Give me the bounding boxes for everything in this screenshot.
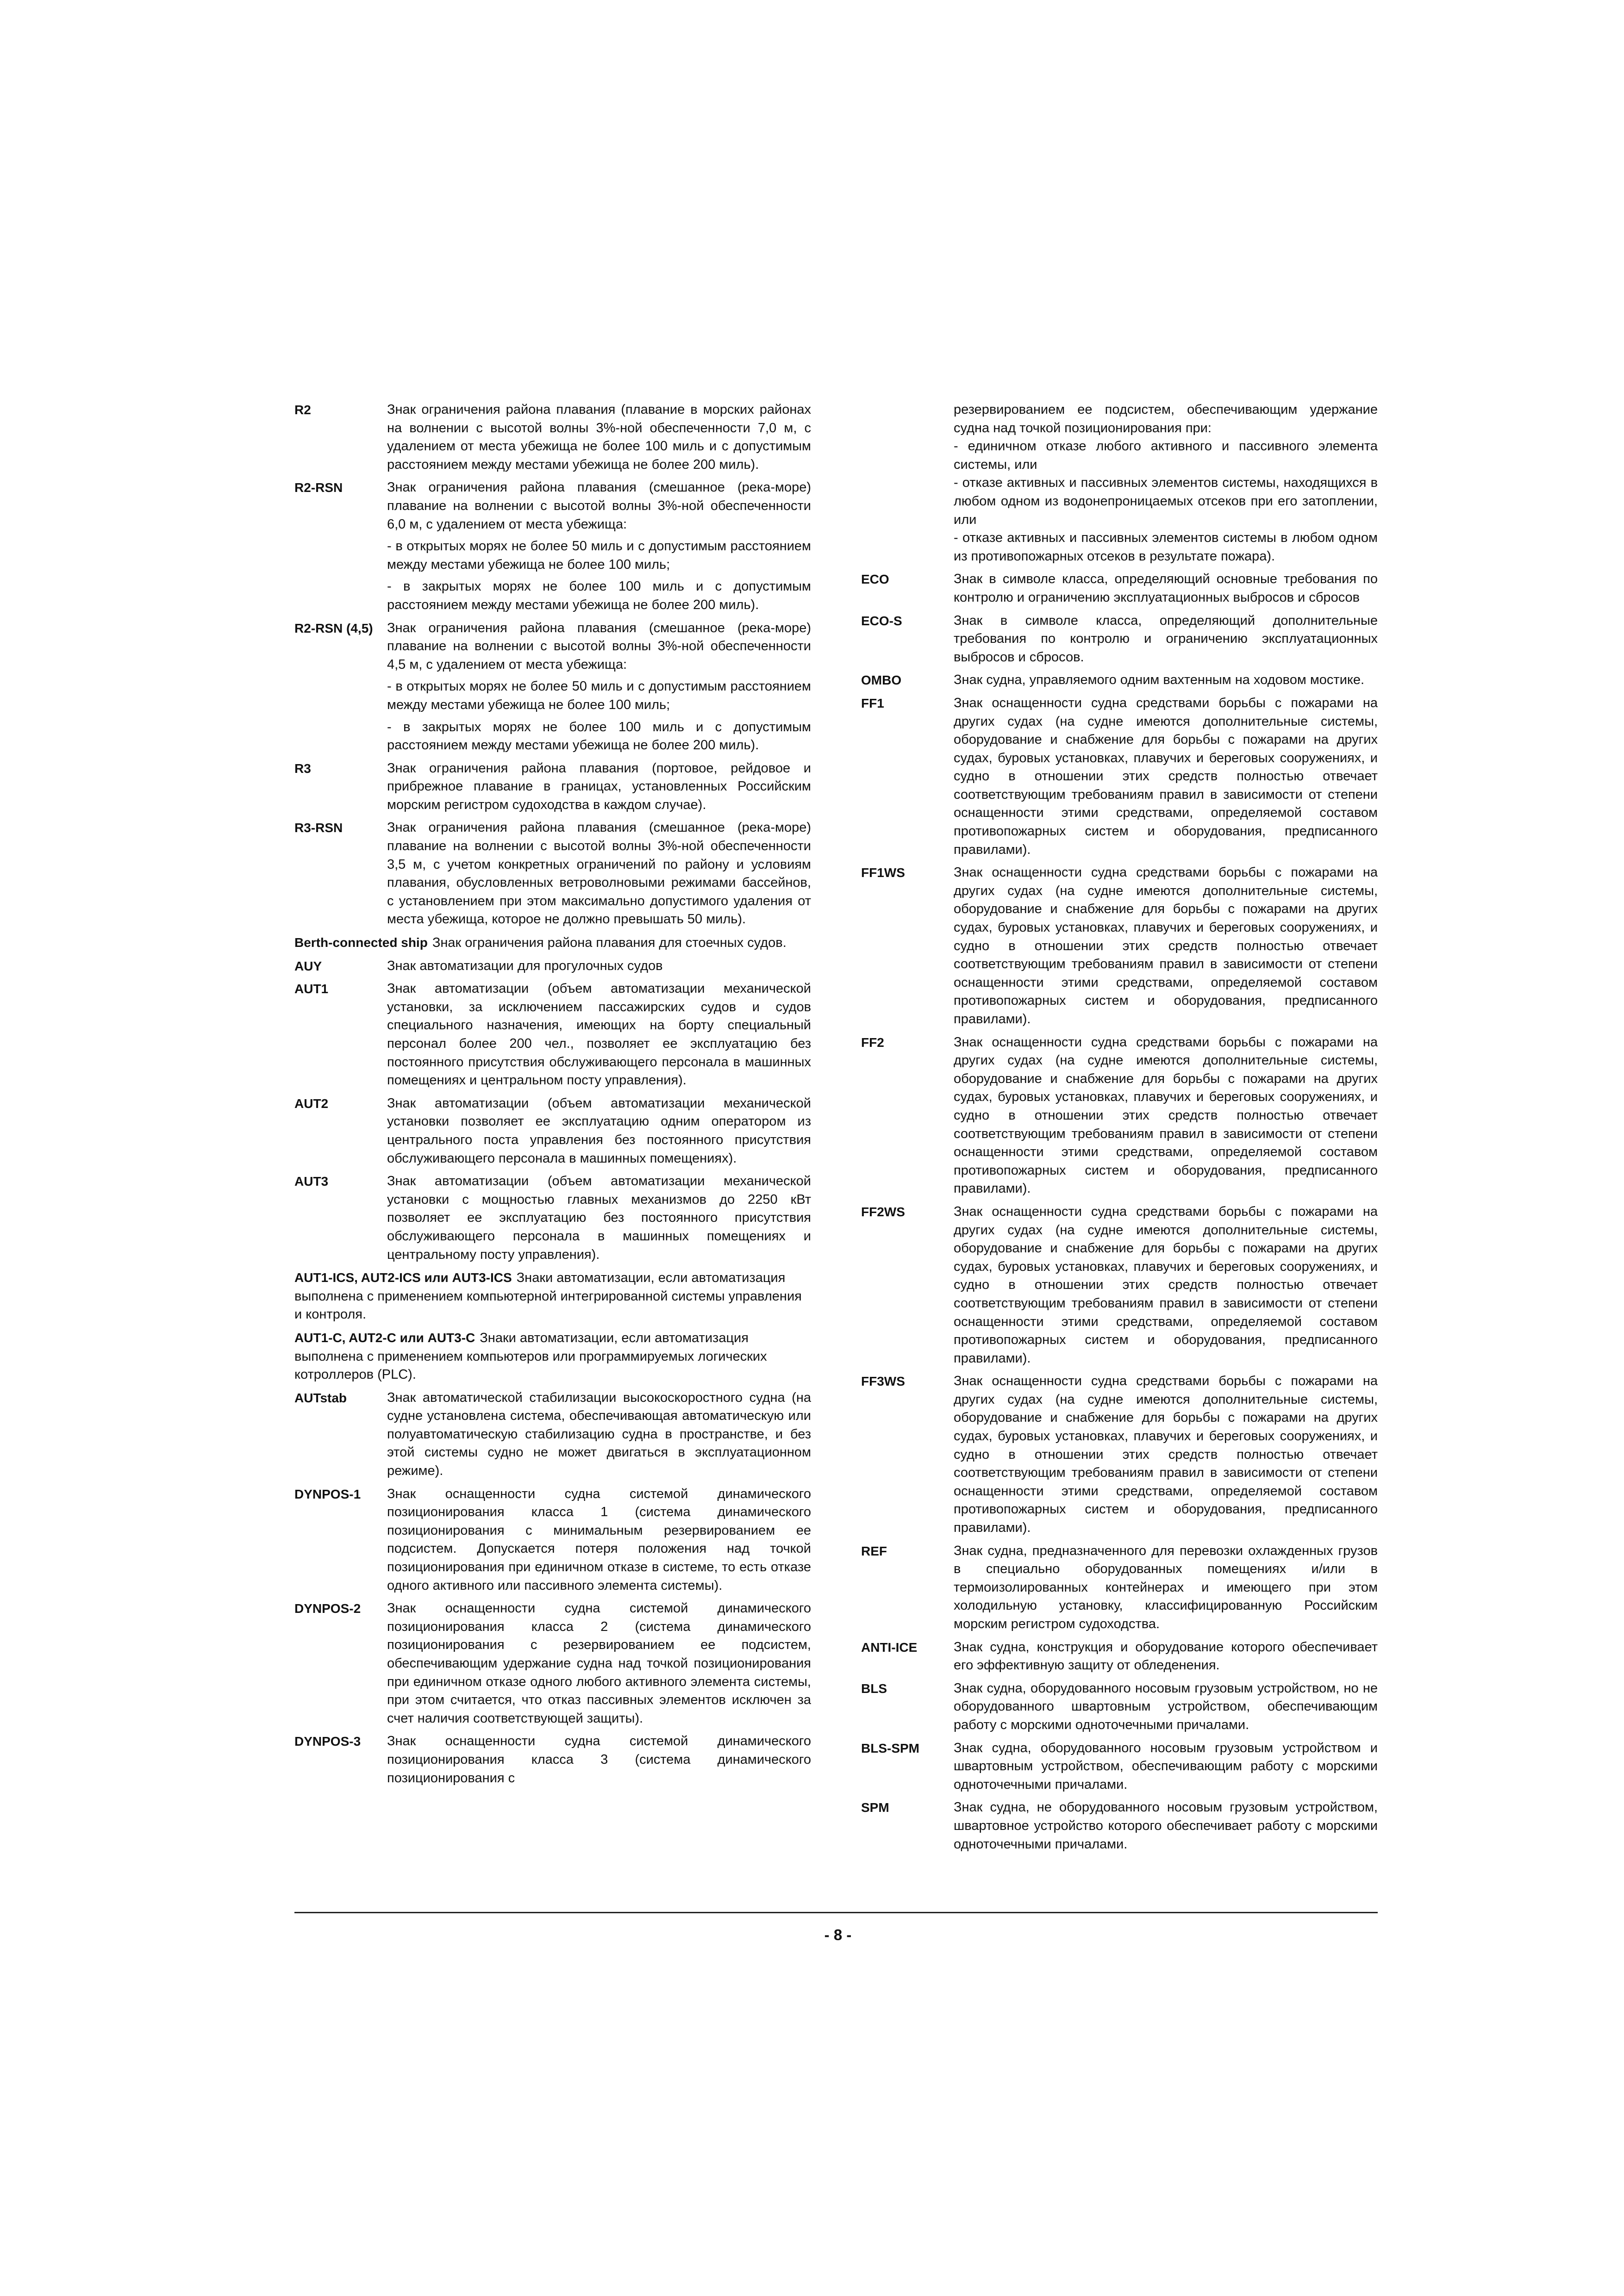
- class-notation-entry: [861, 1638, 1378, 1675]
- notation-description: [954, 1739, 1378, 1794]
- class-notation-entry: [861, 612, 1378, 667]
- description-paragraph: - в открытых морях не более 50 миль и с допустимым расстоянием между местами убежища не более 100 миль;: [387, 679, 811, 712]
- continuation-paragraph: резервированием ее подсистем, обеспечивающим удержание судна над точкой позиционирования при:: [954, 402, 1378, 436]
- notation-code: R2-RSN (4,5): [294, 621, 373, 635]
- description-paragraph: Знак ограничения района плавания (плавание в морских районах на волнении с высотой волны 3%-ной обеспеченности 7,0 м, с удалением от места убежища не более 100 миль и с допустимым расстоянием между местами убежища не более 200 миль).: [387, 402, 811, 472]
- notation-code: R3: [294, 761, 311, 776]
- notation-code: AUT1-C, AUT2-C или AUT3-C: [294, 1330, 475, 1345]
- continuation-text: [954, 401, 1378, 566]
- notation-code: AUT1: [294, 982, 329, 996]
- class-notation-entry: [294, 619, 811, 755]
- notation-description: [954, 864, 1378, 1028]
- description-paragraph: Знак оснащенности судна средствами борьбы с пожарами на других судах (на судне имеются дополнительные системы, оборудование и снабжение для борьбы с пожарами на других судах, буровых установках, плавучих и береговых сооружениях, и судно в отношении этих средств полностью отвечает соответствующим требованиям правил в зависимости от степени оснащенности этими средствами, определяемой составом противопожарных систем и оборудования, предписанного правилами).: [954, 1034, 1378, 1196]
- class-notation-entry: [294, 1732, 811, 1787]
- notation-code: AUTstab: [294, 1390, 347, 1405]
- notation-code: SPM: [861, 1800, 889, 1815]
- notation-code: AUT1-ICS, AUT2-ICS или AUT3-ICS: [294, 1270, 512, 1285]
- notation-description: [954, 1638, 1378, 1675]
- class-notation-entry: [294, 1095, 811, 1168]
- notation-code: FF1WS: [861, 865, 905, 880]
- description-paragraph: Знаки автоматизации, если автоматизация выполнена с применением компьютерной интегрированной системы управления и контроля.: [294, 1270, 802, 1322]
- notation-description: [387, 759, 811, 815]
- notation-description: [954, 1542, 1378, 1634]
- description-paragraph: Знак ограничения района плавания (смешанное (река-море) плавание на волнении с высотой волны 3%-ной обеспеченности 6,0 м, с удалением от места убежища:: [387, 480, 811, 532]
- description-paragraph: Знак судна, конструкция и оборудование которого обеспечивает его эффективную защиту от обледенения.: [954, 1639, 1378, 1673]
- description-paragraph: Знак судна, предназначенного для перевозки охлажденных грузов в специально оборудованных помещениях и/или в термоизолированных контейнерах и имеющего при этом холодильную установку, классифицированную Российским морским регистром судоходства.: [954, 1543, 1378, 1631]
- notation-description: [387, 1485, 811, 1595]
- notation-code: ANTI-ICE: [861, 1640, 918, 1655]
- description-paragraph: Знак в символе класса, определяющий основные требования по контролю и ограничению эксплуатационных выбросов и сбросов: [954, 572, 1378, 605]
- class-notation-entry: [294, 933, 811, 952]
- class-notation-entry: [294, 1172, 811, 1264]
- description-paragraph: Знак оснащенности судна системой динамического позиционирования класса 3 (система динамического позиционирования с: [387, 1734, 811, 1786]
- description-paragraph: Знаки автоматизации, если автоматизация выполнена с применением компьютеров или программируемых логических котроллеров (PLC).: [294, 1330, 767, 1382]
- notation-description: [387, 1095, 811, 1168]
- continuation-paragraph: - единичном отказе любого активного и пассивного элемента системы, или: [954, 439, 1378, 472]
- notation-description: [387, 1732, 811, 1787]
- notation-description: [954, 1203, 1378, 1368]
- notation-description: [387, 1172, 811, 1264]
- class-notation-entry: [294, 759, 811, 815]
- page-number: - 8 -: [824, 1926, 852, 1943]
- notation-description: [954, 1033, 1378, 1198]
- description-paragraph: Знак оснащенности судна системой динамического позиционирования класса 1 (система динамического позиционирования с минимальным резервированием ее подсистем. Допускается потеря положения над точкой позиционирования при единичном отказе в системе, то есть отказе одного активного или пассивного элемента системы).: [387, 1486, 811, 1593]
- notation-code: BLS-SPM: [861, 1741, 919, 1755]
- class-notation-entry: [861, 694, 1378, 859]
- description-paragraph: Знак оснащенности судна средствами борьбы с пожарами на других судах (на судне имеются дополнительные системы, оборудование и снабжение для борьбы с пожарами на других судах, буровых установках, плавучих и береговых сооружениях, и судно в отношении этих средств полностью отвечает соответствующим требованиям правил в зависимости от степени оснащенности этими средствами, определяемой составом противопожарных систем и оборудования, предписанного правилами).: [954, 865, 1378, 1027]
- description-paragraph: Знак автоматизации (объем автоматизации механической установки с мощностью главных механизмов до 2250 кВт позволяет ее эксплуатацию без постоянного присутствия обслуживающего персонала в машинных помещениях и центральному посту управления).: [387, 1174, 811, 1262]
- class-notation-entry: [861, 1680, 1378, 1735]
- continuation-paragraph: - отказе активных и пассивных элементов системы в любом одном из противопожарных отсеков в результате пожара).: [954, 530, 1378, 564]
- class-notation-entry: [294, 1599, 811, 1728]
- notation-description: [387, 957, 811, 976]
- notation-code: BLS: [861, 1681, 887, 1696]
- class-notation-entry: [861, 1033, 1378, 1198]
- notation-description: [387, 980, 811, 1090]
- description-paragraph: Знак судна, не оборудованного носовым грузовым устройством, швартовное устройство которого обеспечивает работу с морскими одноточечными причалами.: [954, 1800, 1378, 1852]
- notation-description: [954, 612, 1378, 667]
- notation-code: R2-RSN: [294, 480, 343, 495]
- description-paragraph: - в открытых морях не более 50 миль и с допустимым расстоянием между местами убежища не более 100 миль;: [387, 539, 811, 572]
- description-paragraph: Знак оснащенности судна средствами борьбы с пожарами на других судах (на судне имеются дополнительные системы, оборудование и снабжение для борьбы с пожарами на других судах, буровых установках, плавучих и береговых сооружениях, и судно в отношении этих средств полностью отвечает соответствующим требованиям правил в зависимости от степени оснащенности этими средствами, определяемой составом противопожарных систем и оборудования, предписанного правилами).: [954, 695, 1378, 857]
- class-notation-entry: [294, 1389, 811, 1481]
- notation-description: [954, 694, 1378, 859]
- notation-code: Berth-connected ship: [294, 935, 428, 950]
- notation-code: DYNPOS-3: [294, 1734, 361, 1749]
- description-paragraph: - в закрытых морях не более 100 миль и с допустимым расстоянием между местами убежища не более 200 миль).: [387, 579, 811, 612]
- class-notation-entry: [294, 980, 811, 1090]
- class-notation-entry: [294, 1269, 811, 1324]
- description-paragraph: Знак автоматизации (объем автоматизации механической установки позволяет ее эксплуатацию одним оператором из центрального поста управления без постоянного присутствия обслуживающего персонала в машинных помещениях).: [387, 1095, 811, 1166]
- continuation-paragraph: - отказе активных и пассивных элементов системы, находящихся в любом одном из водонепроницаемых отсеков при его затоплении, или: [954, 475, 1378, 527]
- description-paragraph: Знак оснащенности судна средствами борьбы с пожарами на других судах (на судне имеются дополнительные системы, оборудование и снабжение для борьбы с пожарами на других судах, буровых установках, плавучих и береговых сооружениях, и судно в отношении этих средств полностью отвечает соответствующим требованиям правил в зависимости от степени оснащенности этими средствами, определяемой составом противопожарных систем и оборудования, предписанного правилами).: [954, 1374, 1378, 1536]
- class-notation-entry: [861, 1798, 1378, 1854]
- notation-code: ECO: [861, 572, 889, 587]
- notation-code: FF2: [861, 1035, 884, 1050]
- footer-rule: [294, 1912, 1378, 1913]
- description-paragraph: Знак автоматизации для прогулочных судов: [387, 958, 663, 973]
- notation-code: FF1: [861, 696, 884, 710]
- class-notation-entry: [294, 1485, 811, 1595]
- description-paragraph: Знак в символе класса, определяющий дополнительные требования по контролю и ограничению эксплуатационных выбросов и сбросов.: [954, 613, 1378, 665]
- description-paragraph: Знак оснащенности судна средствами борьбы с пожарами на других судах (на судне имеются дополнительные системы, оборудование и снабжение для борьбы с пожарами на других судах, буровых установках, плавучих и береговых сооружениях, и судно в отношении этих средств полностью отвечает соответствующим требованиям правил в зависимости от степени оснащенности этими средствами, определяемой составом противопожарных систем и оборудования, предписанного правилами).: [954, 1204, 1378, 1366]
- notation-code: FF2WS: [861, 1204, 905, 1219]
- notation-code: AUY: [294, 958, 322, 973]
- notation-code: R3-RSN: [294, 821, 343, 835]
- left-column: [294, 401, 811, 1792]
- notation-code: AUT2: [294, 1096, 329, 1111]
- description-paragraph: Знак ограничения района плавания (смешанное (река-море) плавание на волнении с высотой волны 3%-ной обеспеченности 3,5 м, с учетом конкретных ограничений по району и условиям плавания, обусловленных ветроволновыми режимами бассейнов, с установлением при этом максимально допустимого удаления от места убежища, которое не должно превышать 50 миль).: [387, 820, 811, 927]
- notation-code: REF: [861, 1543, 887, 1558]
- description-paragraph: Знак автоматической стабилизации высокоскоростного судна (на судне установлена система, обеспечивающая автоматическую или полуавтоматическую стабилизацию судна в пространстве, и без этой системы судно не может двигаться в эксплуатационном режиме).: [387, 1390, 811, 1479]
- class-notation-entry: [294, 957, 811, 976]
- notation-description: [387, 401, 811, 474]
- class-notation-entry: [861, 1739, 1378, 1794]
- notation-code: FF3WS: [861, 1374, 905, 1389]
- class-notation-entry: [294, 401, 811, 474]
- right-column: [861, 401, 1378, 1858]
- description-paragraph: Знак судна, оборудованного носовым грузовым устройством, но не оборудованного швартовным устройством, обеспечивающим работу с морскими одноточечными причалами.: [954, 1680, 1378, 1732]
- notation-description: [954, 570, 1378, 607]
- notation-description: [954, 671, 1378, 690]
- notation-code: R2: [294, 403, 311, 417]
- description-paragraph: Знак ограничения района плавания (смешанное (река-море) плавание на волнении с высотой волны 3%-ной обеспеченности 4,5 м, с удалением от места убежища:: [387, 620, 811, 672]
- class-notation-entry: [294, 819, 811, 929]
- description-paragraph: Знак судна, оборудованного носовым грузовым устройством и швартовным устройством, обеспечивающим работу с морскими одноточечными причалами.: [954, 1740, 1378, 1792]
- class-notation-entry: [294, 1329, 811, 1384]
- notation-description: [432, 935, 787, 950]
- notation-description: [954, 1798, 1378, 1854]
- notation-description: [954, 1372, 1378, 1537]
- notation-code: OMBO: [861, 673, 902, 688]
- description-paragraph: - в закрытых морях не более 100 миль и с допустимым расстоянием между местами убежища не более 200 миль).: [387, 719, 811, 753]
- notation-description: [387, 1599, 811, 1728]
- notation-code: AUT3: [294, 1174, 329, 1189]
- class-notation-entry: [861, 864, 1378, 1028]
- description-paragraph: Знак оснащенности судна системой динамического позиционирования класса 2 (система динамического позиционирования с резервированием ее подсистем, обеспечивающим удержание судна над точкой позиционирования при единичном отказе одного любого активного элемента системы, при этом считается, что отказ пассивных элементов исключен за счет наличия соответствующей защиты).: [387, 1601, 811, 1726]
- notation-description: [387, 819, 811, 929]
- class-notation-entry: [861, 1203, 1378, 1368]
- class-notation-entry: [861, 671, 1378, 690]
- class-notation-entry: [861, 570, 1378, 607]
- notation-description: [954, 1680, 1378, 1735]
- notation-description: [387, 1389, 811, 1481]
- description-paragraph: Знак ограничения района плавания (портовое, рейдовое и прибрежное плавание в границах, установленных Российским морским регистром судоходства в каждом случае).: [387, 760, 811, 812]
- notation-description: [387, 619, 811, 755]
- notation-code: DYNPOS-1: [294, 1487, 361, 1501]
- description-paragraph: Знак автоматизации (объем автоматизации механической установки, за исключением пассажирских судов и судов специального назначения, имеющих на борту специальный персонал более 200 чел., позволяет ее эксплуатацию без постоянного присутствия обслуживающего персонала в машинных помещениях и центральном посту управления).: [387, 981, 811, 1088]
- class-notation-entry: [294, 479, 811, 614]
- description-paragraph: Знак ограничения района плавания для стоечных судов.: [432, 935, 787, 951]
- notation-code: ECO-S: [861, 613, 902, 628]
- notation-description: [387, 479, 811, 614]
- class-notation-entry: [861, 1542, 1378, 1634]
- description-paragraph: Знак судна, управляемого одним вахтенным на ходовом мостике.: [954, 672, 1365, 688]
- class-notation-entry: [861, 1372, 1378, 1537]
- notation-code: DYNPOS-2: [294, 1601, 361, 1616]
